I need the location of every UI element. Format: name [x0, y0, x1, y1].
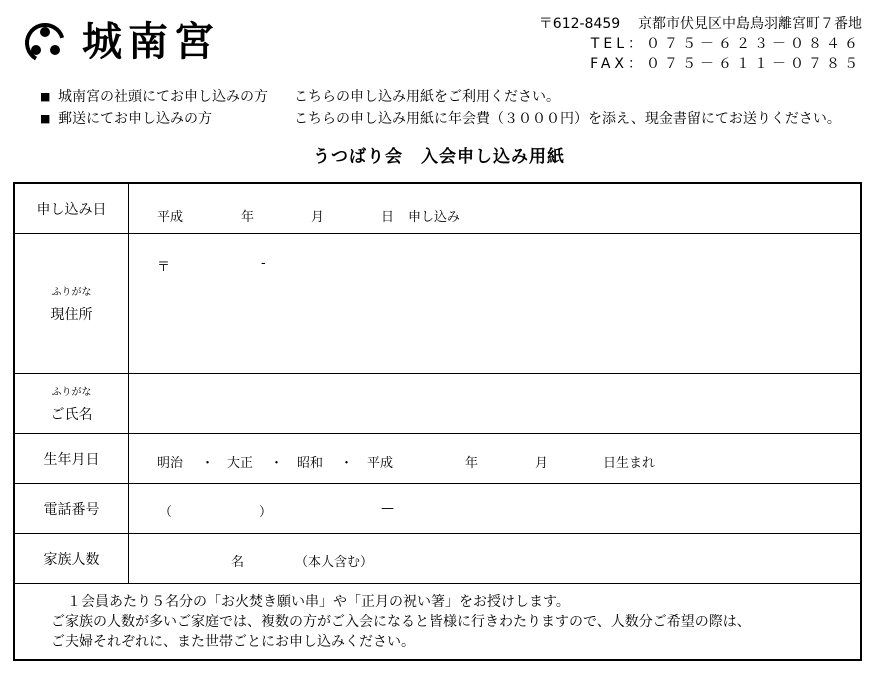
row-footer-note — [15, 584, 860, 659]
phone-label: 電話番号 — [15, 484, 129, 533]
row-birthdate — [15, 434, 860, 484]
name-furigana: ふりがな — [51, 387, 92, 398]
instruction-label: 郵送にてお申し込みの方 — [58, 111, 212, 127]
era-heisei[interactable]: 平成 — [367, 456, 394, 471]
phone-dash: — — [381, 501, 394, 516]
postal-mark: 〒 — [157, 260, 171, 275]
address-furigana: ふりがな — [51, 287, 92, 298]
apply-suffix: 申し込み — [408, 210, 461, 225]
address-label: ふりがな 現住所 — [15, 234, 129, 373]
birth-day-suffix: 日生まれ — [603, 456, 656, 471]
bullet-square-icon: ■ — [40, 90, 51, 103]
logo — [22, 14, 262, 70]
application-form-table — [13, 182, 862, 661]
family-field[interactable] — [129, 534, 860, 583]
footer-line-1: １会員あたり５名分の「お火焚き願い串」や「正月の祝い箸」をお授けします。 — [67, 594, 570, 610]
row-phone — [15, 484, 860, 534]
birthdate-label: 生年月日 — [15, 434, 129, 483]
form-title: うつばり会 入会申し込み用紙 — [313, 147, 565, 167]
logo-mark-icon — [22, 20, 68, 66]
instructions — [40, 86, 841, 130]
era-taisho[interactable]: 大正 — [227, 456, 254, 471]
era-showa[interactable]: 昭和 — [297, 456, 324, 471]
street-address: 京都市伏見区中島鳥羽離宮町７番地 — [638, 16, 862, 32]
name-field[interactable] — [129, 374, 860, 433]
instruction-row — [40, 108, 841, 130]
year-unit: 年 — [465, 456, 479, 471]
month-unit: 月 — [535, 456, 549, 471]
name-label: ふりがな ご氏名 — [15, 374, 129, 433]
era-meiji[interactable]: 明治 — [157, 456, 184, 471]
logo-text: 城南宮 — [82, 18, 220, 65]
row-address — [15, 234, 860, 374]
footer-line-3: ご夫婦それぞれに、また世帯ごとにお申し込みください。 — [51, 634, 415, 650]
month-unit: 月 — [311, 210, 325, 225]
family-note: （本人含む） — [295, 555, 374, 570]
era-heisei: 平成 — [157, 210, 184, 225]
birthdate-field[interactable] — [129, 434, 860, 483]
apply-date-field[interactable] — [129, 184, 860, 233]
contact-info — [539, 14, 862, 74]
row-apply-date — [15, 184, 860, 234]
postal-code: 〒612-8459 — [538, 16, 621, 32]
day-unit: 日 — [381, 210, 395, 225]
instruction-row — [40, 86, 841, 108]
tel-number: TEL：０７５－６２３－０８４６ — [590, 36, 862, 52]
footer-note — [15, 584, 860, 659]
phone-close-paren: ） — [259, 505, 273, 520]
era-separator: ・ — [270, 456, 284, 471]
footer-line-2: ご家族の人数が多いご家庭では、複数の方がご入会になると皆様に行きわたりますので、人数分ご希望の際は、 — [51, 614, 751, 630]
phone-field[interactable] — [129, 484, 860, 533]
year-unit: 年 — [241, 210, 255, 225]
apply-date-label: 申し込み日 — [15, 184, 129, 233]
postal-address-line — [539, 14, 862, 34]
family-unit: 名 — [231, 555, 245, 570]
postal-dash: - — [261, 256, 266, 271]
era-separator: ・ — [340, 456, 354, 471]
address-field[interactable] — [129, 234, 860, 373]
bullet-square-icon: ■ — [40, 112, 51, 125]
family-label: 家族人数 — [15, 534, 129, 583]
instruction-text: こちらの申し込み用紙をご利用ください。 — [294, 89, 560, 105]
row-family — [15, 534, 860, 584]
instruction-text: こちらの申し込み用紙に年会費（３０００円）を添え、現金書留にてお送りください。 — [294, 111, 841, 127]
row-name — [15, 374, 860, 434]
era-separator: ・ — [201, 456, 215, 471]
phone-open-paren: （ — [159, 505, 173, 520]
fax-number: FAX：０７５－６１１－０７８５ — [590, 56, 862, 72]
instruction-label: 城南宮の社頭にてお申し込みの方 — [58, 89, 268, 105]
